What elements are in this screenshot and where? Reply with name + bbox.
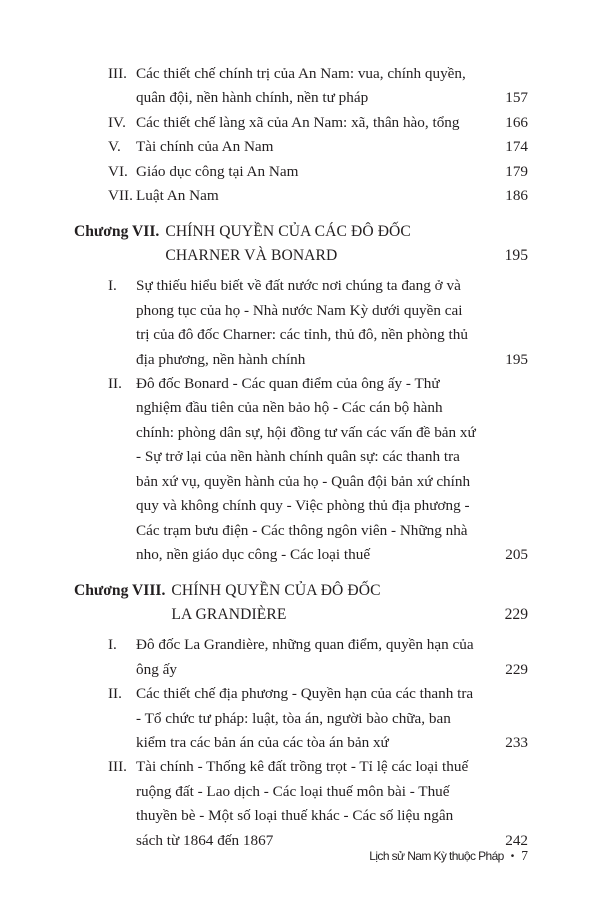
chapter-title [165,220,528,268]
section-title: Các thiết chế chính trị của An Nam: vua, chính quyền, quân đội, nền hành chính, nền tư pháp [136,65,466,107]
section-number: V. [108,138,121,156]
chapter-page-number: 229 [504,606,528,624]
section-page-number: 205 [505,545,528,563]
chapter-title [171,579,528,627]
section-number: VII. [108,187,133,205]
chapter-title-line: CHÍNH QUYỀN CỦA ĐÔ ĐỐC [171,582,381,600]
section-number: II. [108,375,122,393]
toc-section-entry[interactable] [74,62,528,111]
section-number: III. [108,758,127,776]
bullet-separator-icon: • [510,850,515,862]
section-page-number: 166 [505,113,528,131]
toc-section-entry[interactable] [74,184,528,208]
section-number: III. [108,65,127,82]
table-of-contents [74,62,528,853]
toc-section-entry[interactable] [74,111,528,135]
toc-section-entry[interactable] [74,682,528,755]
section-number: I. [108,636,117,654]
page-number: 7 [521,848,528,863]
section-title: Các thiết chế địa phương - Quyền hạn của các thanh tra - Tổ chức tư pháp: luật, tòa án, người bào chữa, ban kiểm tra các bản án của các tòa án bản xứ [136,685,474,751]
toc-section-entry[interactable] [74,372,528,567]
section-title: Tài chính - Thống kê đất trồng trọt - Tỉ lệ các loại thuế ruộng đất - Lao dịch - Các loại thuế môn bài - Thuế thuyền bè - Một số loại thuế khác - Các số liệu ngân sách từ 1864 đến 1867 [136,758,469,849]
section-page-number: 186 [505,187,528,205]
toc-section-entry[interactable] [74,274,528,372]
section-page-number: 242 [505,831,528,849]
section-number: IV. [108,113,126,131]
toc-chapter-entry[interactable] [74,220,528,268]
toc-section-entry[interactable] [74,633,528,682]
chapter-title-line: LA GRANDIÈRE [171,606,287,624]
section-page-number: 179 [505,162,528,180]
section-title: Giáo dục công tại An Nam [136,162,299,180]
page-footer [369,848,528,864]
running-title: Lịch sử Nam Kỳ thuộc Pháp [369,849,504,863]
section-title: Các thiết chế làng xã của An Nam: xã, thân hào, tổng [136,113,460,131]
toc-section-entry[interactable] [74,160,528,184]
chapter-title-line: CHÍNH QUYỀN CỦA CÁC ĐÔ ĐỐC [165,223,411,241]
section-title: Tài chính của An Nam [136,138,274,156]
section-page-number: 195 [505,350,528,368]
section-title: Đô đốc Bonard - Các quan điểm của ông ấy - Thử nghiệm đầu tiên của nền bảo hộ - Các cán bộ hành chính: phòng dân sự, hội đồng tư vấn các vấn đề bản xứ - Sự trở lại của nền hành chính quân sự: các thanh tra bản xứ vụ, quyền hành của họ - Quân đội bản xứ chính quy và không chính quy - Việc phòng thủ địa phương - Các trạm bưu điện - Các thông ngôn viên - Những nhà nho, nền giáo dục công - Các loại thuế [136,375,476,563]
section-title: Đô đốc La Grandière, những quan điểm, quyền hạn của ông ấy [136,636,474,678]
chapter-label: Chương VII. [74,223,160,241]
section-number: I. [108,277,117,295]
section-title: Luật An Nam [136,187,219,205]
section-page-number: 229 [505,660,528,678]
toc-section-entry[interactable] [74,755,528,853]
chapter-page-number: 195 [504,247,528,265]
toc-section-entry[interactable] [74,135,528,159]
chapter-title-line: CHARNER VÀ BONARD [165,247,338,265]
section-number: VI. [108,162,128,180]
chapter-label: Chương VIII. [74,582,166,600]
section-page-number: 174 [505,138,528,156]
section-number: II. [108,685,122,703]
section-page-number: 233 [505,733,528,751]
section-title: Sự thiếu hiểu biết về đất nước nơi chúng ta đang ở và phong tục của họ - Nhà nước Nam Kỳ dưới quyền cai trị của đô đốc Charner: các tỉnh, thủ đô, nền phòng thủ địa phương, nền hành chính [136,277,468,368]
toc-chapter-entry[interactable] [74,579,528,627]
section-page-number: 157 [505,89,528,107]
